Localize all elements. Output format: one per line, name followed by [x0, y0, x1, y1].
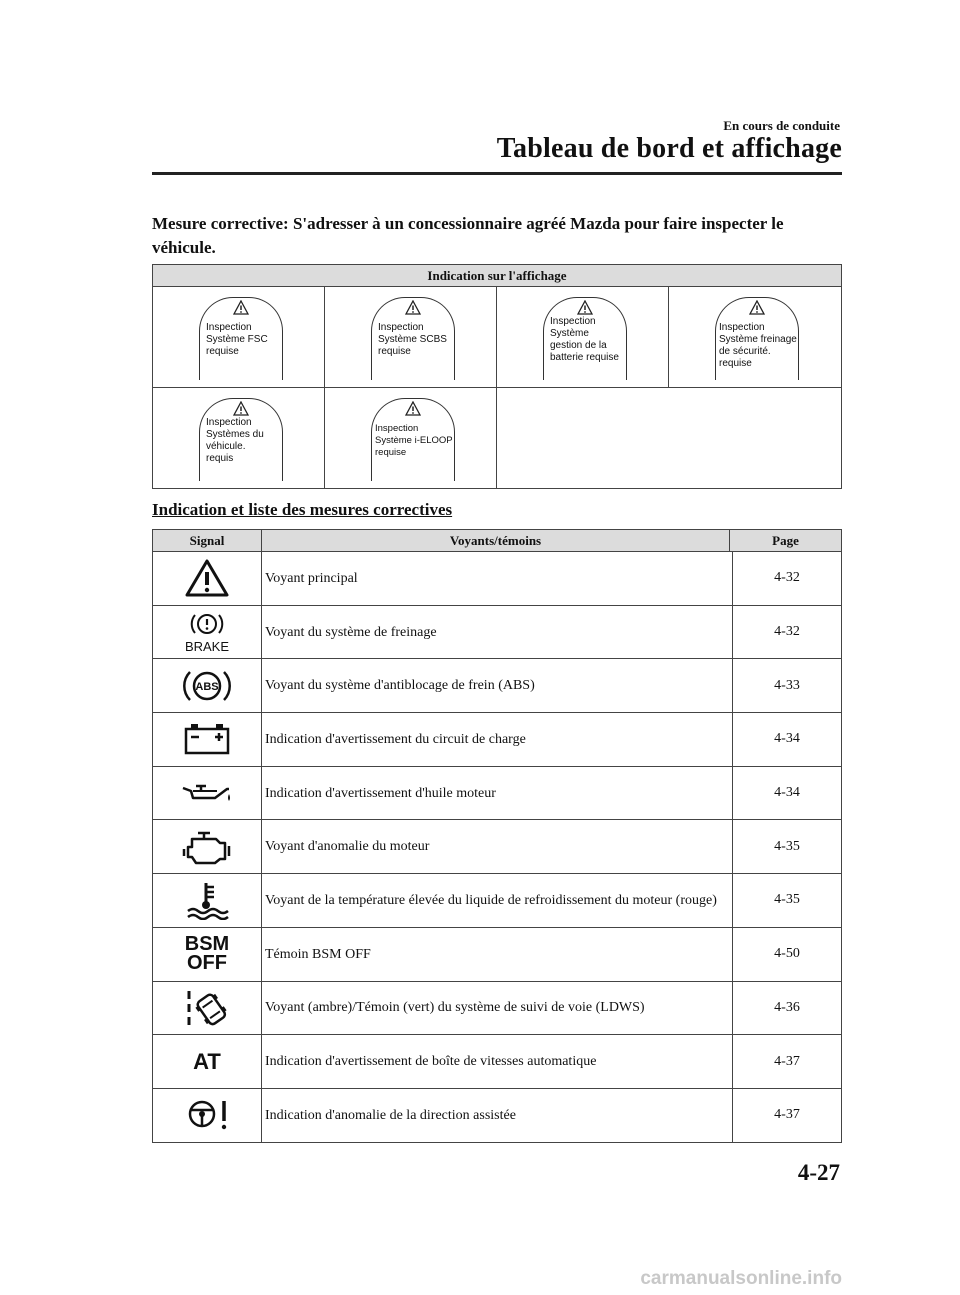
page-ref: 4-34	[774, 731, 800, 747]
display-message: Inspection Système freinage de sécurité. requise	[719, 322, 797, 369]
message-frame	[199, 398, 283, 481]
warning-triangle-icon	[749, 300, 765, 316]
bsm-off-icon: BSM OFF	[184, 933, 230, 975]
table-row	[153, 659, 841, 713]
brake-icon	[182, 611, 232, 653]
signal-cell	[153, 820, 262, 873]
message-frame	[371, 398, 455, 481]
display-indication-table	[152, 264, 842, 489]
table-row	[153, 820, 841, 874]
display-cell	[669, 287, 841, 387]
display-cell	[153, 287, 325, 387]
signal-cell	[153, 874, 262, 927]
lane-departure-icon	[183, 987, 231, 1029]
table-header-row	[153, 530, 841, 552]
warning-triangle-icon	[184, 558, 230, 598]
brake-icon-text: BRAKE	[184, 639, 230, 654]
power-steering-icon	[182, 1097, 232, 1133]
display-cell	[325, 287, 497, 387]
signal-cell	[153, 1089, 262, 1142]
table-row	[153, 767, 841, 821]
page-ref: 4-35	[774, 892, 800, 908]
display-cell	[497, 287, 669, 387]
display-cell	[153, 388, 325, 488]
signal-cell	[153, 1035, 262, 1088]
section-label: En cours de conduite	[723, 118, 840, 133]
table-row	[153, 606, 841, 660]
page-ref: 4-34	[774, 785, 800, 801]
table-row	[153, 982, 841, 1036]
indicator-label: Témoin BSM OFF	[262, 928, 733, 981]
signal-cell	[153, 552, 262, 605]
message-frame	[715, 297, 799, 380]
battery-icon	[183, 722, 231, 756]
indicator-table	[152, 529, 842, 1143]
warning-triangle-icon	[405, 300, 421, 316]
signal-cell	[153, 659, 262, 712]
section-subheading: Indication et liste des mesures correctives	[152, 500, 453, 519]
warning-triangle-icon	[233, 300, 249, 316]
watermark: carmanualsonline.info	[640, 1268, 842, 1289]
page-ref: 4-32	[774, 570, 800, 586]
indicator-label: Indication d'anomalie de la direction assistée	[262, 1089, 733, 1142]
page-ref: 4-36	[774, 999, 800, 1015]
column-header-signal: Signal	[153, 530, 262, 551]
table-row	[153, 1089, 841, 1142]
display-row	[153, 388, 841, 488]
table-row	[153, 552, 841, 606]
display-table-header: Indication sur l'affichage	[153, 265, 841, 287]
table-row	[153, 1035, 841, 1089]
page-ref: 4-37	[774, 1107, 800, 1123]
page-number: 4-27	[797, 1160, 840, 1185]
signal-cell	[153, 767, 262, 820]
indicator-label: Voyant du système d'antiblocage de frein (ABS)	[262, 659, 733, 712]
at-icon: AT	[193, 1048, 221, 1074]
page-ref: 4-50	[774, 946, 800, 962]
signal-cell	[153, 713, 262, 766]
indicator-label: Voyant principal	[262, 552, 733, 605]
abs-icon	[181, 666, 233, 706]
display-row	[153, 287, 841, 388]
engine-icon	[182, 829, 232, 865]
display-message: Inspection Système SCBS requise	[378, 322, 447, 357]
signal-cell	[153, 982, 262, 1035]
table-row	[153, 713, 841, 767]
oil-can-icon	[179, 779, 235, 807]
indicator-label: Voyant d'anomalie du moteur	[262, 820, 733, 873]
coolant-temperature-icon	[184, 880, 230, 920]
abs-icon-text: ABS	[195, 680, 219, 693]
page-ref: 4-35	[774, 838, 800, 854]
warning-triangle-icon	[577, 300, 593, 316]
intro-text: Mesure corrective: S'adresser à un concessionnaire agréé Mazda pour faire inspecter le véhicule.	[152, 214, 784, 257]
column-header-page: Page	[772, 532, 799, 548]
message-frame	[543, 297, 627, 380]
header-rule	[152, 172, 842, 175]
message-frame	[199, 297, 283, 380]
column-header-lights: Voyants/témoins	[262, 530, 730, 551]
indicator-label: Voyant du système de freinage	[262, 606, 733, 659]
page-ref: 4-37	[774, 1053, 800, 1069]
signal-cell	[153, 606, 262, 659]
display-cell	[325, 388, 497, 488]
warning-triangle-icon	[405, 401, 421, 417]
page-ref: 4-32	[774, 624, 800, 640]
page-ref: 4-33	[774, 677, 800, 693]
message-frame	[371, 297, 455, 380]
indicator-label: Voyant (ambre)/Témoin (vert) du système de suivi de voie (LDWS)	[262, 982, 733, 1035]
indicator-label: Voyant de la température élevée du liquide de refroidissement du moteur (rouge)	[262, 874, 733, 927]
display-cell-empty	[497, 388, 841, 488]
indicator-label: Indication d'avertissement du circuit de charge	[262, 713, 733, 766]
section-title: Tableau de bord et affichage	[496, 133, 842, 164]
display-message: Inspection Système FSC requise	[206, 322, 268, 357]
warning-triangle-icon	[233, 401, 249, 417]
signal-cell	[153, 928, 262, 981]
display-message: Inspection Systèmes du véhicule. requis	[206, 417, 264, 464]
indicator-label: Indication d'avertissement de boîte de vitesses automatique	[262, 1035, 733, 1088]
table-row	[153, 928, 841, 982]
display-message: Inspection Système gestion de la batterie requise	[550, 316, 619, 363]
display-message: Inspection Système i-ELOOP requise	[375, 423, 453, 458]
indicator-label: Indication d'avertissement d'huile moteur	[262, 767, 733, 820]
table-row	[153, 874, 841, 928]
